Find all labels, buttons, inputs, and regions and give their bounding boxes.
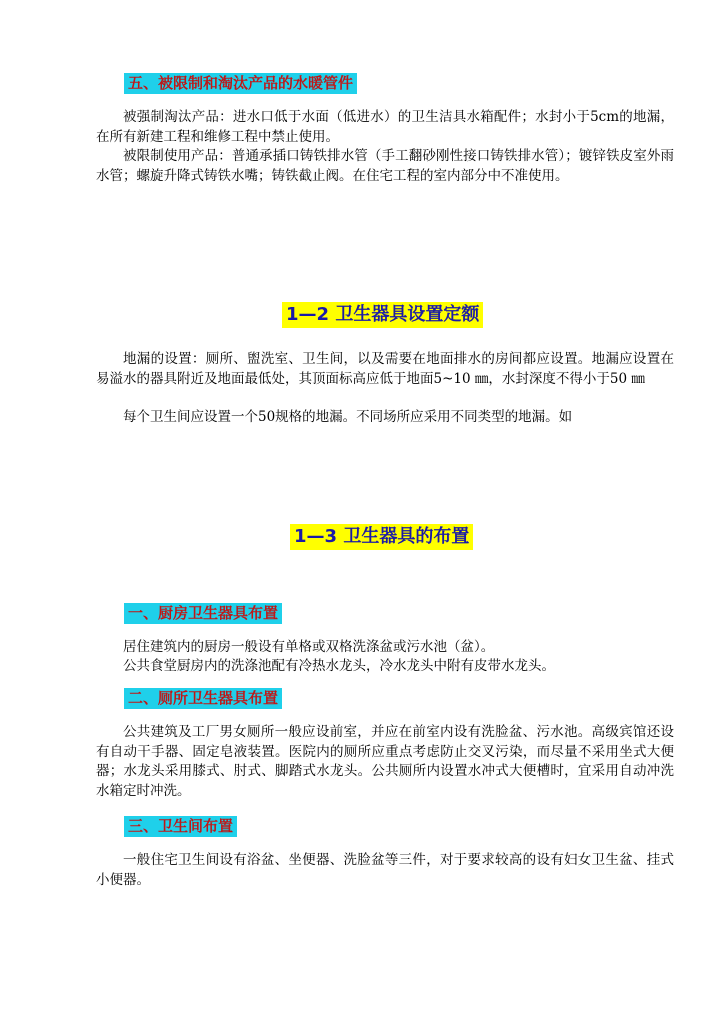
heading-restricted-products: 五、被限制和淘汰产品的水暖管件 [124, 73, 357, 94]
paragraph-kitchen-residential: 居住建筑内的厨房一般设有单格或双格洗涤盆或污水池（盆）。 [123, 639, 495, 655]
paragraph-floor-drain-setting: 地漏的设置：厕所、盥洗室、卫生间，以及需要在地面排水的房间都应设置。地漏应设置在易溢水的器具附近及地面最低处，其顶面标高应低于地面5~10 ㎜，水封深度不得小于50 ㎜ [96, 351, 674, 387]
heading-toilet-fixtures: 二、厕所卫生器具布置 [124, 688, 282, 709]
paragraph-toilet-layout: 公共建筑及工厂男女厕所一般应设前室，并应在前室内设有洗脸盆、污水池。高级宾馆还设有自动干手器、固定皂液装置。医院内的厕所应重点考虑防止交叉污染，而尽量不采用坐式大便器；水龙头采用膝式、肘式、脚踏式水龙头。公共厕所内设置水冲式大便槽时，宜采用自动冲洗水箱定时冲洗。 [96, 724, 674, 799]
paragraph-bathroom-fixtures: 一般住宅卫生间设有浴盆、坐便器、洗脸盆等三件，对于要求较高的设有妇女卫生盆、挂式小便器。 [96, 852, 674, 888]
paragraph-kitchen-canteen: 公共食堂厨房内的洗涤池配有冷热水龙头，冷水龙头中附有皮带水龙头。 [123, 658, 555, 674]
section-title-fixture-quota: 1—2 卫生器具设置定额 [282, 302, 483, 328]
paragraph-eliminated-products: 被强制淘汰产品：进水口低于水面（低进水）的卫生洁具水箱配件；水封小于5cm的地漏，在所有新建工程和维修工程中禁止使用。 [96, 109, 674, 145]
heading-kitchen-fixtures: 一、厨房卫生器具布置 [124, 603, 282, 624]
paragraph-floor-drain-spec: 每个卫生间应设置一个50规格的地漏。不同场所应采用不同类型的地漏。如 [123, 409, 573, 425]
section-title-fixture-layout: 1—3 卫生器具的布置 [290, 524, 473, 550]
paragraph-restricted-products: 被限制使用产品：普通承插口铸铁排水管（手工翻砂刚性接口铸铁排水管）；镀锌铁皮室外雨水管；螺旋升降式铸铁水嘴；铸铁截止阀。在住宅工程的室内部分中不准使用。 [96, 148, 674, 184]
heading-bathroom-layout: 三、卫生间布置 [124, 816, 237, 837]
